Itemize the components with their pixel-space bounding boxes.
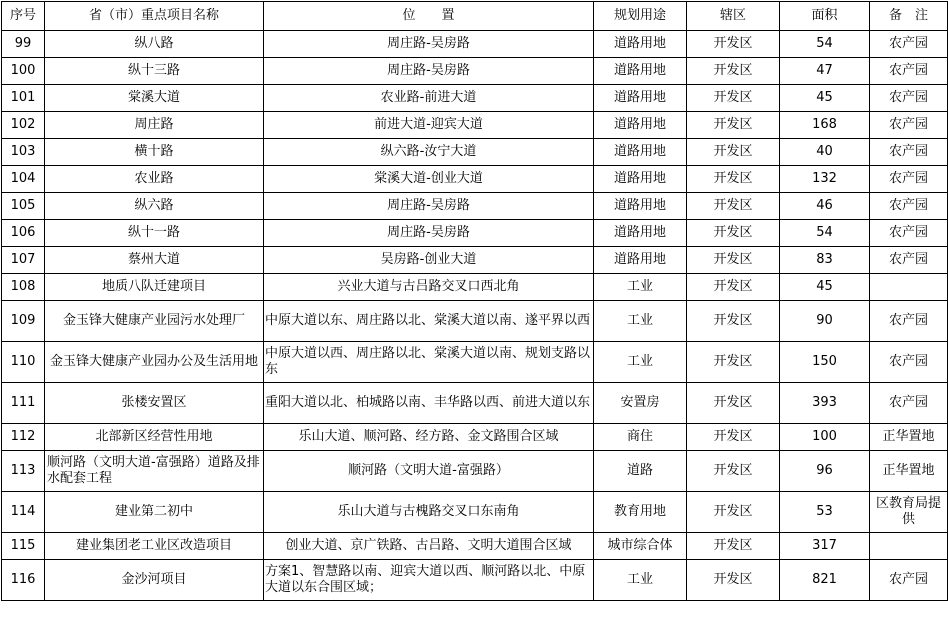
cell-area: 83: [780, 247, 870, 274]
cell-seq: 114: [2, 492, 45, 533]
cell-usage: 教育用地: [594, 492, 687, 533]
cell-location: 吴房路-创业大道: [264, 247, 594, 274]
cell-district: 开发区: [687, 342, 780, 383]
table-row: [2, 342, 948, 383]
cell-area: 45: [780, 85, 870, 112]
cell-district: 开发区: [687, 112, 780, 139]
cell-district: 开发区: [687, 274, 780, 301]
cell-name: 金玉锋大健康产业园办公及生活用地: [45, 342, 264, 383]
cell-district: 开发区: [687, 301, 780, 342]
cell-name: 顺河路（文明大道-富强路）道路及排水配套工程: [45, 451, 264, 492]
cell-seq: 110: [2, 342, 45, 383]
cell-district: 开发区: [687, 220, 780, 247]
table-row: [2, 220, 948, 247]
cell-location: 创业大道、京广铁路、古吕路、文明大道围合区域: [264, 533, 594, 560]
cell-seq: 112: [2, 424, 45, 451]
cell-note: 农产园: [870, 301, 948, 342]
cell-area: 393: [780, 383, 870, 424]
cell-name: 纵十一路: [45, 220, 264, 247]
cell-name: 棠溪大道: [45, 85, 264, 112]
cell-usage: 道路用地: [594, 112, 687, 139]
cell-location: 顺河路（文明大道-富强路）: [264, 451, 594, 492]
cell-usage: 城市综合体: [594, 533, 687, 560]
cell-location: 周庄路-吴房路: [264, 220, 594, 247]
cell-note: 农产园: [870, 247, 948, 274]
header-note: 备 注: [870, 2, 948, 31]
cell-usage: 道路用地: [594, 220, 687, 247]
cell-usage: 道路用地: [594, 247, 687, 274]
cell-area: 54: [780, 31, 870, 58]
cell-district: 开发区: [687, 58, 780, 85]
cell-seq: 115: [2, 533, 45, 560]
cell-location: 方案1、智慧路以南、迎宾大道以西、顺河路以北、中原大道以东合围区域；: [264, 560, 594, 601]
cell-note: 正华置地: [870, 424, 948, 451]
cell-usage: 道路: [594, 451, 687, 492]
cell-usage: 工业: [594, 342, 687, 383]
cell-note: 农产园: [870, 560, 948, 601]
cell-location: 乐山大道、顺河路、经方路、金文路围合区域: [264, 424, 594, 451]
cell-seq: 103: [2, 139, 45, 166]
cell-name: 农业路: [45, 166, 264, 193]
cell-note: 农产园: [870, 31, 948, 58]
table-row: [2, 274, 948, 301]
cell-usage: 道路用地: [594, 166, 687, 193]
cell-note: 农产园: [870, 112, 948, 139]
cell-name: 张楼安置区: [45, 383, 264, 424]
table-row: [2, 193, 948, 220]
cell-area: 100: [780, 424, 870, 451]
cell-location: 纵六路-汝宁大道: [264, 139, 594, 166]
cell-district: 开发区: [687, 31, 780, 58]
cell-area: 46: [780, 193, 870, 220]
table-body: [2, 31, 948, 601]
cell-area: 53: [780, 492, 870, 533]
cell-name: 金沙河项目: [45, 560, 264, 601]
cell-location: 周庄路-吴房路: [264, 31, 594, 58]
cell-usage: 道路用地: [594, 193, 687, 220]
cell-seq: 111: [2, 383, 45, 424]
cell-name: 建业第二初中: [45, 492, 264, 533]
cell-seq: 107: [2, 247, 45, 274]
cell-note: [870, 274, 948, 301]
cell-area: 150: [780, 342, 870, 383]
cell-note: 农产园: [870, 220, 948, 247]
cell-note: 区教育局提供: [870, 492, 948, 533]
cell-area: 168: [780, 112, 870, 139]
cell-area: 54: [780, 220, 870, 247]
header-row: [2, 2, 948, 31]
header-name: 省（市）重点项目名称: [45, 2, 264, 31]
cell-note: 农产园: [870, 193, 948, 220]
cell-usage: 商住: [594, 424, 687, 451]
cell-district: 开发区: [687, 247, 780, 274]
table-row: [2, 139, 948, 166]
cell-name: 横十路: [45, 139, 264, 166]
cell-area: 132: [780, 166, 870, 193]
table-row: [2, 31, 948, 58]
cell-seq: 102: [2, 112, 45, 139]
cell-seq: 116: [2, 560, 45, 601]
cell-seq: 113: [2, 451, 45, 492]
cell-note: 农产园: [870, 85, 948, 112]
cell-seq: 100: [2, 58, 45, 85]
cell-district: 开发区: [687, 139, 780, 166]
cell-district: 开发区: [687, 492, 780, 533]
cell-location: 周庄路-吴房路: [264, 58, 594, 85]
cell-usage: 道路用地: [594, 139, 687, 166]
cell-area: 40: [780, 139, 870, 166]
cell-name: 纵八路: [45, 31, 264, 58]
table-row: [2, 301, 948, 342]
cell-note: 农产园: [870, 58, 948, 85]
cell-location: 中原大道以东、周庄路以北、棠溪大道以南、遂平界以西: [264, 301, 594, 342]
cell-area: 90: [780, 301, 870, 342]
header-area: 面积: [780, 2, 870, 31]
cell-name: 北部新区经营性用地: [45, 424, 264, 451]
cell-usage: 道路用地: [594, 85, 687, 112]
table-row: [2, 112, 948, 139]
cell-area: 45: [780, 274, 870, 301]
table-row: [2, 383, 948, 424]
table-row: [2, 451, 948, 492]
cell-district: 开发区: [687, 383, 780, 424]
cell-district: 开发区: [687, 533, 780, 560]
cell-usage: 工业: [594, 560, 687, 601]
table-row: [2, 58, 948, 85]
cell-note: [870, 533, 948, 560]
cell-seq: 109: [2, 301, 45, 342]
cell-usage: 工业: [594, 301, 687, 342]
cell-note: 农产园: [870, 139, 948, 166]
cell-name: 纵六路: [45, 193, 264, 220]
cell-area: 317: [780, 533, 870, 560]
cell-location: 农业路-前进大道: [264, 85, 594, 112]
cell-area: 96: [780, 451, 870, 492]
table-row: [2, 533, 948, 560]
cell-name: 周庄路: [45, 112, 264, 139]
cell-usage: 安置房: [594, 383, 687, 424]
header-usage: 规划用途: [594, 2, 687, 31]
cell-area: 47: [780, 58, 870, 85]
cell-seq: 99: [2, 31, 45, 58]
cell-seq: 105: [2, 193, 45, 220]
table-row: [2, 492, 948, 533]
cell-district: 开发区: [687, 560, 780, 601]
cell-seq: 108: [2, 274, 45, 301]
cell-usage: 工业: [594, 274, 687, 301]
cell-note: 正华置地: [870, 451, 948, 492]
cell-location: 中原大道以西、周庄路以北、棠溪大道以南、规划支路以东: [264, 342, 594, 383]
table-row: [2, 85, 948, 112]
cell-district: 开发区: [687, 424, 780, 451]
cell-district: 开发区: [687, 451, 780, 492]
cell-location: 周庄路-吴房路: [264, 193, 594, 220]
cell-usage: 道路用地: [594, 31, 687, 58]
cell-seq: 106: [2, 220, 45, 247]
header-seq: 序号: [2, 2, 45, 31]
cell-name: 建业集团老工业区改造项目: [45, 533, 264, 560]
cell-note: 农产园: [870, 383, 948, 424]
table-row: [2, 166, 948, 193]
cell-location: 乐山大道与古槐路交叉口东南角: [264, 492, 594, 533]
cell-location: 重阳大道以北、柏城路以南、丰华路以西、前进大道以东: [264, 383, 594, 424]
cell-district: 开发区: [687, 166, 780, 193]
header-district: 辖区: [687, 2, 780, 31]
cell-usage: 道路用地: [594, 58, 687, 85]
cell-seq: 104: [2, 166, 45, 193]
table-row: [2, 424, 948, 451]
cell-location: 前进大道-迎宾大道: [264, 112, 594, 139]
cell-district: 开发区: [687, 193, 780, 220]
cell-name: 纵十三路: [45, 58, 264, 85]
table-row: [2, 560, 948, 601]
cell-area: 821: [780, 560, 870, 601]
cell-seq: 101: [2, 85, 45, 112]
cell-name: 蔡州大道: [45, 247, 264, 274]
cell-location: 棠溪大道-创业大道: [264, 166, 594, 193]
header-location: 位 置: [264, 2, 594, 31]
cell-name: 金玉锋大健康产业园污水处理厂: [45, 301, 264, 342]
cell-district: 开发区: [687, 85, 780, 112]
table-row: [2, 247, 948, 274]
cell-note: 农产园: [870, 166, 948, 193]
cell-location: 兴业大道与古吕路交叉口西北角: [264, 274, 594, 301]
land-use-table: [1, 1, 948, 601]
cell-name: 地质八队迁建项目: [45, 274, 264, 301]
cell-note: 农产园: [870, 342, 948, 383]
